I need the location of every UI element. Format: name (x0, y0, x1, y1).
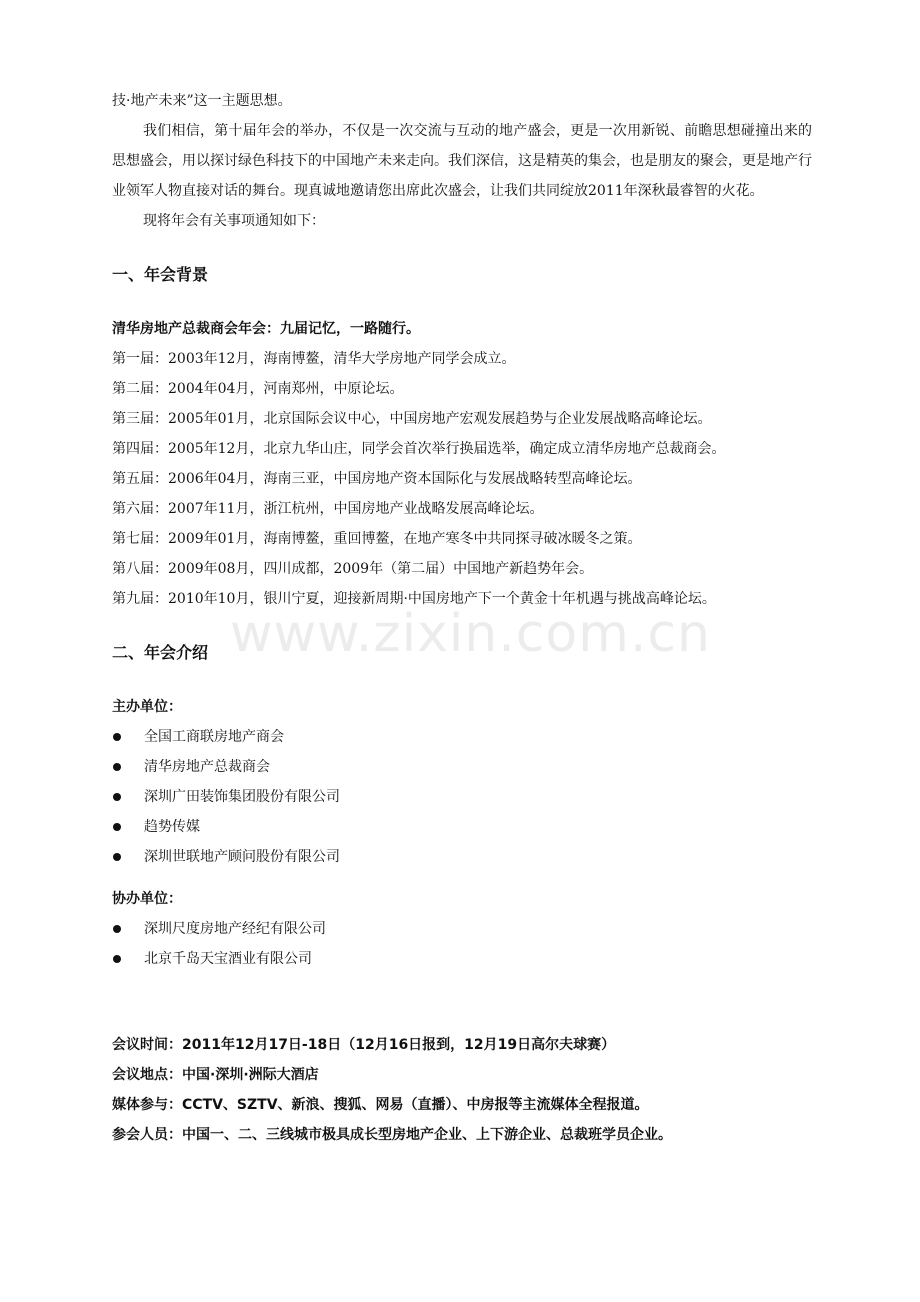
history-item: 第二届：2004年04月，河南郑州，中原论坛。 (112, 381, 404, 397)
history-item: 第八届：2009年08月，四川成都，2009年（第二届）中国地产新趋势年会。 (112, 561, 594, 577)
document-page (112, 86, 812, 1150)
history-item: 第六届：2007年11月，浙江杭州，中国房地产业战略发展高峰论坛。 (112, 501, 544, 517)
organizer-item: 清华房地产总裁商会 (112, 752, 812, 782)
intro-paragraph: 我们相信，第十届年会的举办，不仅是一次交流与互动的地产盛会，更是一次用新锐、前瞻思想碰撞出来的思想盛会，用以探讨绿色科技下的中国地产未来走向。我们深信，这是精英的集会，也是朋友的聚会，更是地产行业领军人物直接对话的舞台。现真诚地邀请您出席此次盛会，让我们共同绽放2011年深秋最睿智的火花。 (112, 123, 812, 199)
history-item: 第一届：2003年12月，海南博鳌，清华大学房地产同学会成立。 (112, 351, 516, 367)
coorganizer-item: 北京千岛天宝酒业有限公司 (112, 944, 812, 974)
organizer-item: 深圳世联地产顾问股份有限公司 (112, 842, 812, 872)
coorganizers-list (112, 914, 812, 974)
coorganizer-item: 深圳尺度房地产经纪有限公司 (112, 914, 812, 944)
watermark: www.zixin.com.cn (230, 604, 711, 664)
organizers-label: 主办单位： (112, 699, 182, 715)
history-item: 第五届：2006年04月，海南三亚，中国房地产资本国际化与发展战略转型高峰论坛。 (112, 471, 642, 487)
history-list (112, 344, 812, 614)
media-coverage: 媒体参与：CCTV、SZTV、新浪、搜狐、网易（直播）、中房报等主流媒体全程报道。 (112, 1097, 649, 1113)
organizer-item: 趋势传媒 (112, 812, 812, 842)
notice-line: 现将年会有关事项通知如下： (143, 213, 325, 229)
organizer-item: 深圳广田装饰集团股份有限公司 (112, 782, 812, 812)
history-item: 第九届：2010年10月，银川宁夏，迎接新周期·中国房地产下一个黄金十年机遇与挑战高峰论坛。 (112, 591, 716, 607)
history-item: 第七届：2009年01月，海南博鳌，重回博鳌，在地产寒冬中共同探寻破冰暖冬之策。 (112, 531, 642, 547)
meeting-place: 会议地点：中国·深圳·洲际大酒店 (112, 1067, 319, 1083)
background-subtitle: 清华房地产总裁商会年会：九届记忆，一路随行。 (112, 321, 420, 337)
section-heading-intro: 二、年会介绍 (112, 643, 209, 662)
organizer-item: 全国工商联房地产商会 (112, 722, 812, 752)
intro-line: 技·地产未来”这一主题思想。 (112, 93, 292, 109)
history-item: 第四届：2005年12月，北京九华山庄，同学会首次举行换届选举，确定成立清华房地产总裁商会。 (112, 441, 726, 457)
meeting-time: 会议时间：2011年12月17日-18日（12月16日报到，12月19日高尔夫球赛） (112, 1037, 616, 1053)
section-heading-background: 一、年会背景 (112, 265, 209, 284)
meeting-details (112, 1030, 812, 1150)
organizers-list (112, 722, 812, 872)
attendees: 参会人员：中国一、二、三线城市极具成长型房地产企业、上下游企业、总裁班学员企业。 (112, 1127, 672, 1143)
coorganizers-label: 协办单位： (112, 891, 182, 907)
history-item: 第三届：2005年01月，北京国际会议中心，中国房地产宏观发展趋势与企业发展战略高峰论坛。 (112, 411, 712, 427)
